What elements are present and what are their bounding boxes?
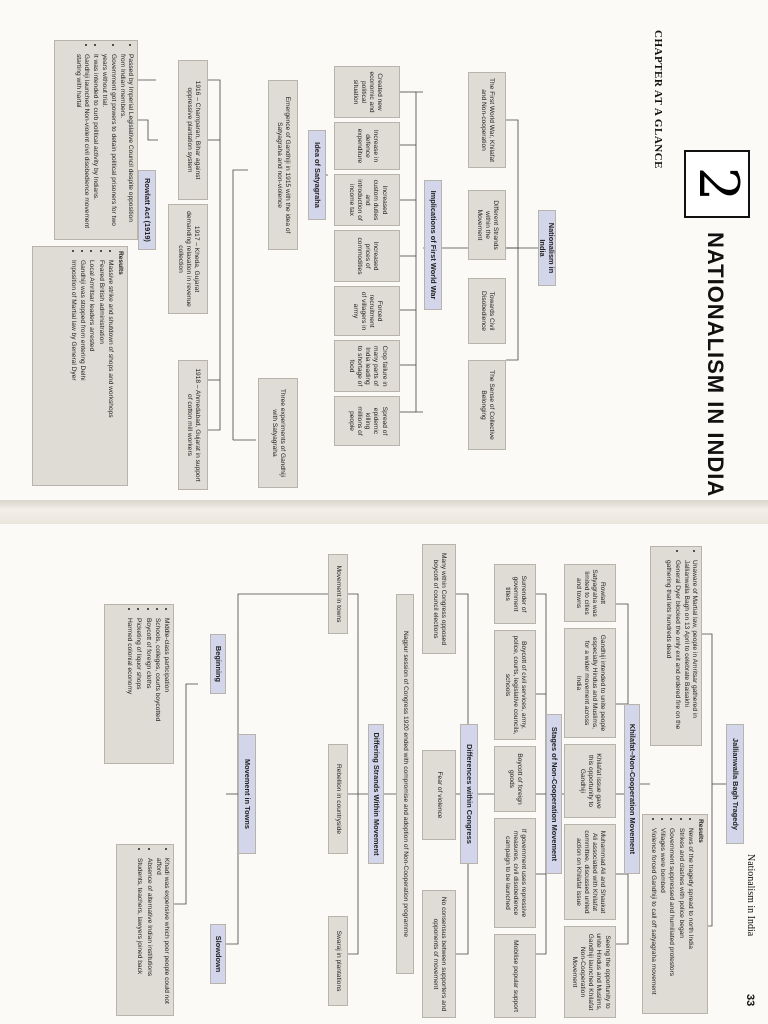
rowlatt-point: • Gandhiji launched Non-violent civil disobedience movement starting with hartal [73,54,89,235]
stage-box: Boycott of civil services, army, police, courts, legislative councils, schools [494,630,536,740]
chapter-number: 2 [684,150,750,218]
beginning-point: • Schools, colleges, courts boycotted [153,618,161,759]
towns-header: Movement in Towns [238,734,256,854]
jallianwala-result: • Strikes and clashes with police began [676,828,684,1009]
branch-towards-civil-disobedience: Towards Civil Disobedience [468,278,506,344]
beginning-point: • Harmed colonial economy [125,618,133,759]
implication-item: Increase in defence expenditure [334,122,400,170]
branch-first-world-war: The First World War, Khilafat and Non-cooperation [468,72,506,168]
satyagraha-header: Idea of Satyagraha [308,130,326,220]
result-point: • Imposition of Martial law by General Dyer [69,260,77,481]
stage-box: If government uses repressive measures, civil disobedience campaign to be launched [494,818,536,928]
page-33 [0,524,768,1024]
slowdown-points [116,844,174,1016]
jallianwala-result: • News of the tragedy spread to north India [686,828,694,1009]
stages-header: Stages of Non-Cooperation Movement [546,714,562,874]
book-gutter [0,500,768,524]
beginning-header: Beginning [210,634,226,694]
nagpur-session: Nagpur session of Congress 1920 ended with compromise and adoption of Non-Cooperation programme [396,594,414,974]
implication-item: Increased prices of commodities [334,230,400,282]
experiment-champaran: 1916 – Champaran, Bihar against oppressive plantation system [178,60,208,200]
stage-box: Surrender of government titles [494,564,536,624]
three-experiments: Three experiments of Gandhiji with Satyagraha [258,378,298,488]
jallianwala-header: Jallianwalla Bagh Tragedy [726,724,744,844]
strand-plantations: Swaraj in plantations [328,916,348,1006]
result-point: • Local Amritsar leaders arrested [87,260,95,481]
slowdown-header: Slowdown [210,924,226,984]
implication-item: Forced recruitment of villagers in army [334,286,400,336]
khilafat-box: Gandhiji intended to unite people especially Hindus and Muslims, for a wider movement across India [564,628,616,738]
experiment-ahmedabad: 1918 – Ahmedabad, Gujarat in support of cotton mill workers [178,360,208,490]
khilafat-box: Muhammad Ali and Shaukat Ali associated with Khilafat committee, discussed united action on Khilafat issue [564,824,616,920]
rowlatt-point: • It was intended to curb political activity by Indians. [91,54,99,235]
khilafat-box: Rowlatt Satyagraha was limited to cities and towns [564,564,616,622]
jallianwala-result: • Violence forced Gandhiji to call off satyagraha movement [649,828,657,1009]
slowdown-point: • Students, teachers, lawyers joined back [135,858,143,1011]
beginning-point: • Middle-class participation [162,618,170,759]
jallianwala-result: • Government suppressed and humiliated protestors [667,828,675,1009]
jallianwala-point: • General Dyer blocked the only exit and ordered fire on the gathering that lets hundreds dead [664,560,680,741]
rowlatt-results [32,246,128,486]
root-node: Nationalism in India [538,210,556,286]
strand-countryside: Rebellion in countryside [328,744,348,854]
branch-sense-of-belonging: The Sense of Collective Belonging [468,360,506,450]
differences-header: Differences within Congress [460,724,478,864]
beginning-points [104,604,174,764]
beginning-point: • Picketing of liquor shops [134,618,142,759]
implication-item: Spread of epidemic killing millions of people [334,396,400,446]
experiment-kheda: 1917 – Kheda, Gujarat demanding relaxation in revenue collection [168,204,208,314]
khilafat-box: Khilafat issue gave this opportunity to Gandhiji [564,744,616,818]
branch-different-strands: Different Strands within the Movement [468,190,506,260]
jallianwala-results [642,814,708,1014]
result-point: • Gandhiji was stopped from entering Delhi [78,260,86,481]
results-header: Results [117,251,124,275]
khilafat-box: Seeing the opportunity to unite Hindus and Muslims, Gandhiji launched Khilafat Non-Cooperation Movement [564,926,616,1018]
khilafat-header: Khilafat–Non-Cooperation Movement [624,704,640,874]
running-head: Nationalism in India [745,854,756,937]
page-chapter-at-a-glance [0,0,768,500]
chapter-title: NATIONALISM IN INDIA [703,232,728,498]
result-point: • Feared British administration [96,260,104,481]
difference-box: Fear of violence [422,750,456,840]
rowlatt-point: • Passed by Imperial Legislative Council despite opposition from Indian members. [118,54,134,235]
implication-item: Crop failure in many parts of India leading to shortage of food [334,340,400,392]
jallianwala-events [650,546,702,746]
beginning-point: • Boycott of foreign cloths [143,618,151,759]
rowlatt-header: Rowlatt Act (1919) [138,170,156,250]
chapter-label: CHAPTER AT A GLANCE [652,30,664,169]
implications-header: Implications of First World War [424,180,442,310]
slowdown-point: • Khadi was expensive which poor people could not afford [154,858,170,1011]
slowdown-point: • Absence of alternative Indian institutions [144,858,152,1011]
difference-box: No consensus between supporters and opponents of movement [422,890,456,1018]
strand-towns: Movement in towns [328,554,348,634]
rowlatt-point: • Government got powers to detain political prisoners for two years without trial. [100,54,116,235]
jallianwala-result: • Villages were bombed [658,828,666,1009]
implication-item: Created new economic and political situation [334,66,400,118]
difference-box: Many within Congress opposed boycott of council elections [422,544,456,654]
rowlatt-points [54,40,138,240]
jallianwala-results-header: Results [697,819,704,843]
page-number: 33 [744,994,756,1007]
strands-header: Differing Strands Within Movement [368,724,384,864]
implication-item: Increased custom duties and introduction of income tax [334,174,400,226]
gandhi-emergence: Emergence of Gandhiji in 1915 with the idea of Satyagraha and non-violence [268,80,298,250]
result-point: • Massive strike and shutdown of shops and workshops [106,260,114,481]
jallianwala-point: • Unaware of Martial law, people in Amritsar gathered in Jallianwalla Bagh on 13 April to celebrate Baisakhi [682,560,698,741]
stage-box: Mobilise popular support [494,934,536,1018]
stage-box: Boycott of foreign goods [494,746,536,812]
